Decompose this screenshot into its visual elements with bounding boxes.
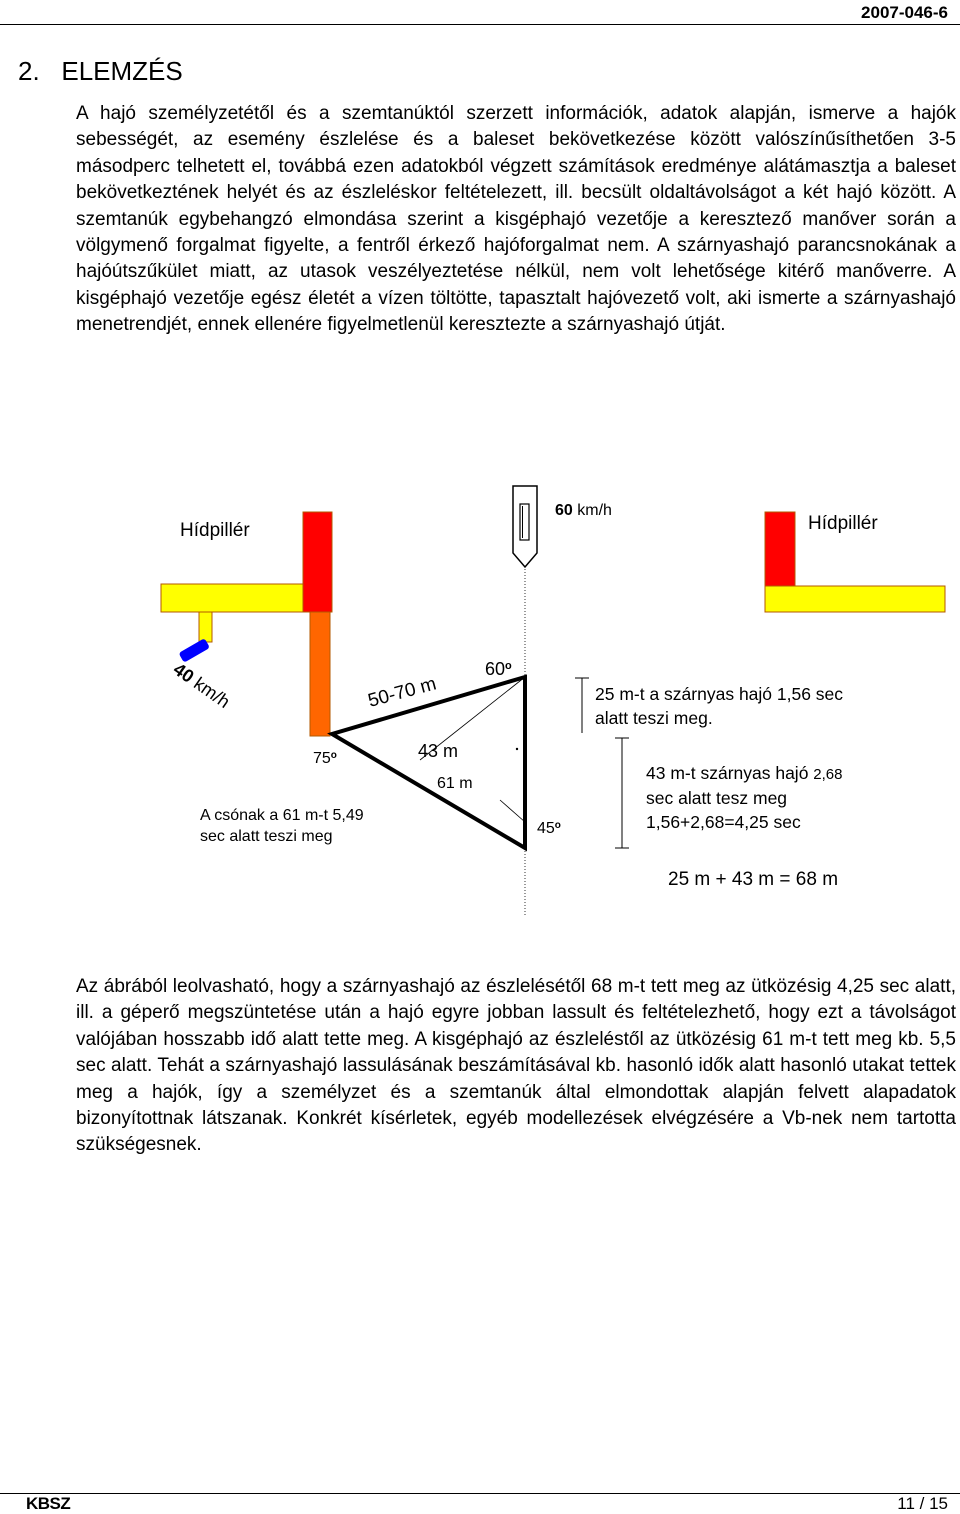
marker-dot	[516, 748, 518, 750]
left-pier-label: Hídpillér	[180, 520, 250, 541]
collision-diagram	[0, 470, 960, 930]
footer-rule	[0, 1493, 960, 1494]
sum-line: 25 m + 43 m = 68 m	[668, 869, 839, 890]
angle-top-label: 60$^o$	[485, 659, 512, 679]
note-43m-line1: 43 m-t szárnyas hajó 2,68	[646, 763, 843, 783]
section-title: 2. ELEMZÉS	[18, 56, 183, 86]
right-pier-label: Hídpillér	[808, 513, 878, 534]
note-43m-line3: 1,56+2,68=4,25 sec	[646, 812, 801, 832]
angle-left-label: 75$^o$	[313, 750, 337, 767]
distance-range-label: 50-70 m	[365, 673, 439, 712]
paragraph-intro: A hajó személyzetétől és a szemtanúktól szerzett információk, adatok alapján, ismerve a hajók sebességét, az esemény észlelése és a baleset bekövetkezése között valószínűsíthetően 3-5 másodperc telhetett el, továbbá ezen adatokból végzett számítások eredménye alátámasztja a baleset bekövetkeztének helyét és az észleléskor feltételezett, ill. becsült oldaltávolságot a két hajó között. A szemtanúk egybehangzó elmondása szerint a kisgéphajó vezetője a keresztező manőver során a völgymenő forgalmat figyelte, a fentről érkező hajóforgalmat nem. A szárnyashajó parancsnokának a hajóútszűkület miatt, az utasok veszélyeztetése nélkül, nem volt lehetősége kitérő manőverre. A kisgéphajó vezetője egész életét a vízen töltötte, tapasztalt hajóvezető volt, aki ismerte a szárnyashajó menetrendjét, ennek ellenére figyelmetlenül keresztezte a szárnyashajó útját.	[76, 103, 956, 336]
distance-43m-label: 43 m	[418, 741, 459, 761]
paragraph-conclusion: Az ábrából leolvasható, hogy a szárnyashajó az észlelésétől 68 m-t tett meg az ütközésig 4,25 sec alatt, ill. a géperő megszüntetése után a hajó egyre jobban lassult és feltételezhető, hogy ezt a távolságot valójában hosszabb idő alatt tette meg. A kisgéphajó az észleléstől az ütközésig 61 m-t tett meg kb. 5,5 sec alatt. Tehát a szárnyashajó lassulásának beszámításával kb. hasonló idők alatt hasonló utakat tettek meg a hajók, így a személyzet és a szemtanúk által elmondottak alapján felvett alapadatok bizonyítottnak látszanak. Konkrét kísérletek, egyéb modellezések elvégzésére a Vb-nek nem tartotta szükségesnek.	[76, 976, 956, 1156]
angle-bottom-label: 45$^o$	[537, 820, 561, 837]
motorboat-speed: 40 km/h	[169, 658, 234, 713]
document-id: 2007-046-6	[861, 3, 948, 22]
note-25m-line1: 25 m-t a szárnyas hajó 1,56 sec	[595, 684, 844, 704]
left-pier-red-column	[303, 512, 332, 612]
hydrofoil-icon	[513, 486, 537, 567]
motorboat-icon	[179, 638, 210, 663]
note-25m-line2: alatt teszi meg.	[595, 708, 713, 728]
distance-61m-label: 61 m	[437, 775, 473, 792]
right-pier-deck	[765, 586, 945, 612]
header-rule	[0, 24, 960, 25]
left-pier-orange-column	[310, 612, 330, 736]
left-pier-post	[199, 612, 212, 642]
boat-note-line2: sec alatt teszi meg	[200, 828, 333, 845]
page-number: 11 / 15	[897, 1494, 948, 1513]
footer-logo: KBSZ	[26, 1494, 71, 1513]
right-pier-red-column	[765, 512, 795, 586]
hydrofoil-speed: 60 km/h	[555, 502, 612, 519]
note-43m-line2: sec alatt tesz meg	[646, 788, 788, 808]
angle-marker-line-bottom	[500, 800, 525, 822]
boat-note-line1: A csónak a 61 m-t 5,49	[200, 807, 364, 824]
